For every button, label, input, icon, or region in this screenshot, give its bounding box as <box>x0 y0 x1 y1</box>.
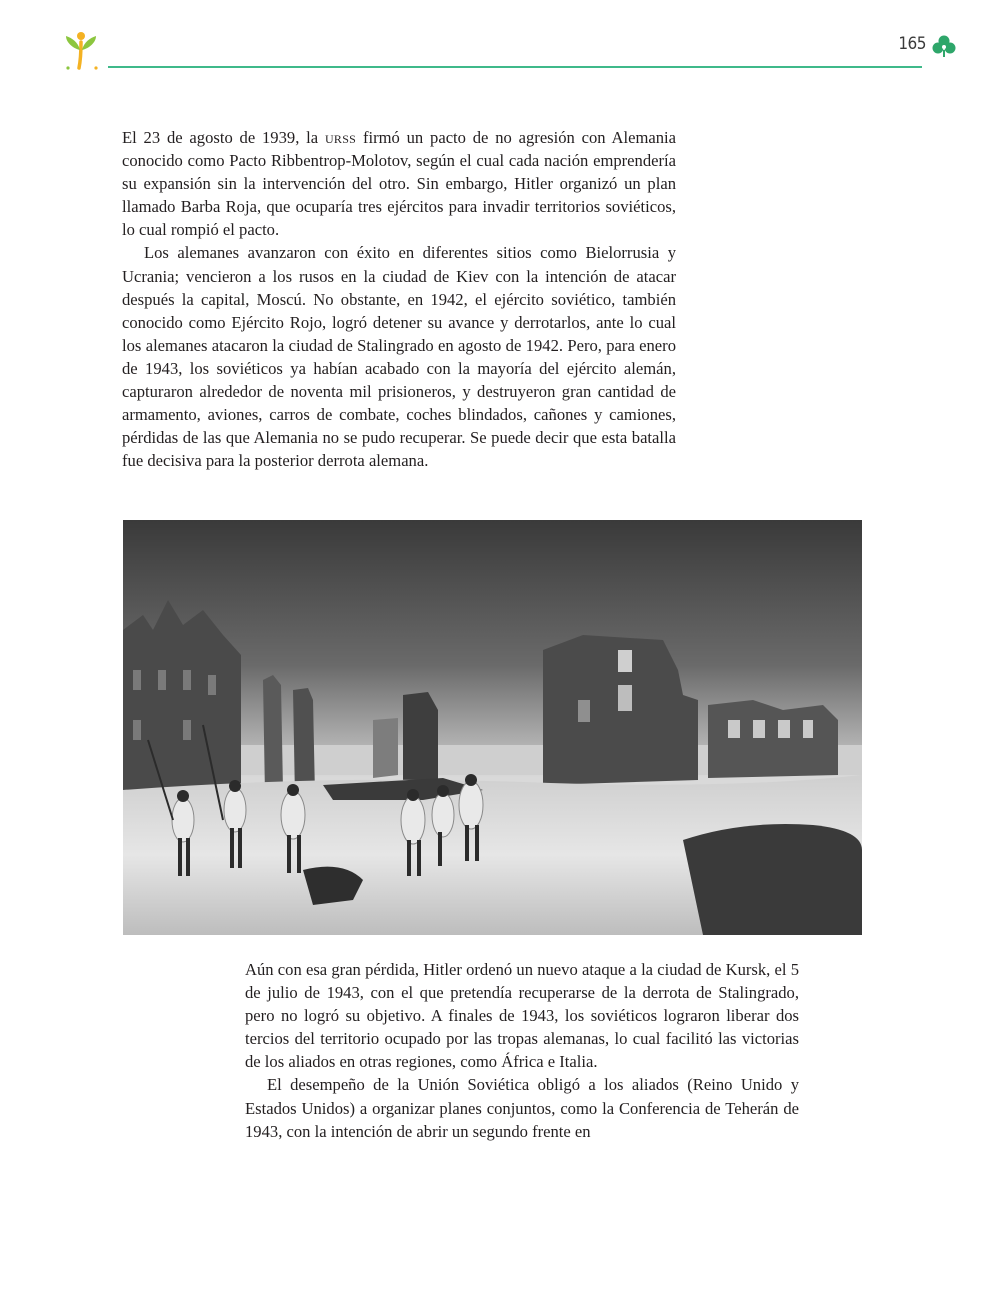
paragraph: Los alemanes avanzaron con éxito en diferentes sitios como Bielorrusia y Ucrania; vencieron a los rusos en la ciudad de Kiev con la intención de atacar después la capital, Moscú. No obstante, en 1942, el ejército soviético, también conocido como Ejército Rojo, logró detener su avance y derrotarlos, ante lo cual los alemanes atacaron la ciudad de Stalingrado en agosto de 1942. Pero, para enero de 1943, los soviéticos ya habían acabado con la mayoría del ejército alemán, capturaron alrededor de noventa mil prisioneros, y destruyeron gran cantidad de armamento, aviones, carros de combate, coches blindados, cañones y camiones, pérdidas de las que Alemania no se pudo recuperar. Se puede decir que esta batalla fue decisiva para la posterior derrota alemana. <box>122 243 676 471</box>
body-text-bottom <box>245 958 799 1143</box>
clover-icon <box>931 34 957 58</box>
figure-sprout-logo-icon <box>60 28 102 74</box>
urss-abbreviation: urss <box>324 128 357 147</box>
paragraph: Aún con esa gran pérdida, Hitler ordenó un nuevo ataque a la ciudad de Kursk, el 5 de julio de 1943, con el que pretendía recuperarse de la derrota de Stalingrado, pero no logró su objetivo. A finales de 1943, los soviéticos lograron liberar dos tercios del territorio ocupado por las tropas alemanas, lo cual facilitó las victorias de los aliados en otras regiones, como África e Italia. <box>245 960 799 1072</box>
stalingrad-ruins-photo <box>123 520 862 935</box>
header-rule <box>108 66 922 68</box>
paragraph: El 23 de agosto de 1939, la urss firmó un pacto de no agresión con Alemania conocido como Pacto Ribbentrop-Molotov, según el cual cada nación emprendería su expansión sin la intervención del otro. Sin embargo, Hitler organizó un plan llamado Barba Roja, que ocuparía tres ejércitos para invadir territorios soviéticos, lo cual rompió el pacto. <box>122 128 676 240</box>
paragraph: El desempeño de la Unión Soviética obligó a los aliados (Reino Unido y Estados Unidos) a organizar planes conjuntos, como la Conferencia de Teherán de 1943, con la intención de abrir un segundo frente en <box>245 1075 799 1141</box>
page-number: 165 <box>898 34 926 54</box>
body-text-top <box>122 126 676 472</box>
